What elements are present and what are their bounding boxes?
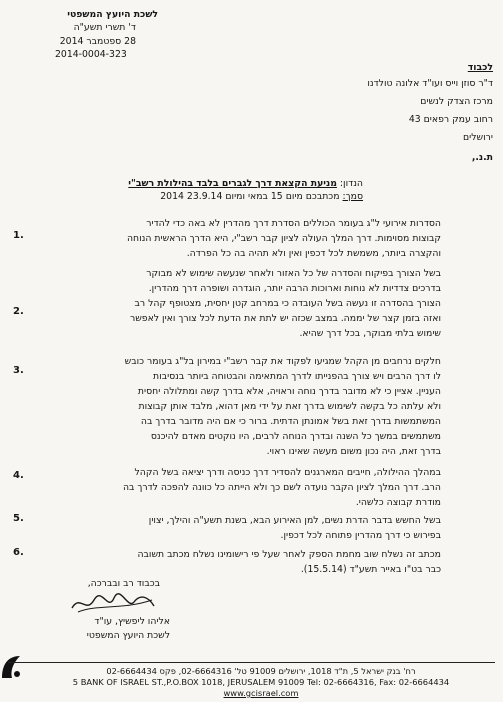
paragraph-3-number: 3. bbox=[13, 365, 24, 376]
paragraph-4 bbox=[61, 465, 441, 510]
signer-name: אליהו ליפשיץ, עו"ד bbox=[94, 616, 170, 627]
paragraph-line: במהלך ההילולה, חייבים המארגנים להסדיר דרך כניסה ודרך יציאה בשל הקהל bbox=[134, 467, 441, 478]
paragraph-line: משתמשים במשך כל השנה ובדרך הנוחה לרבים, היו נוקטים מאדם להיכנס bbox=[150, 431, 441, 442]
paragraph-line: והקצרה ביותר, משמשת לכל דכפין ואין ולא תהיה בה כל הפרדה. bbox=[186, 248, 441, 259]
recipient-city: ירושלים bbox=[463, 132, 493, 143]
to-label: לכבוד bbox=[467, 62, 493, 73]
subject-label: הנדון: bbox=[339, 178, 363, 189]
paragraph-6 bbox=[61, 547, 441, 577]
paragraph-line: העניין. אציין כי לא מדובר בדרך נוחה וראויה, אלא בדרך קשה ומתלולה יחסית bbox=[137, 386, 441, 397]
subject-title: מניעת הקצאת דרך לגברים בלבד בהילולת רשב"י bbox=[128, 178, 337, 189]
paragraph-1 bbox=[61, 216, 441, 261]
footer-hebrew-address: רח' בנק ישראל 5, ת"ד 1018, ירושלים 91009 טל' 02-6664316, פקס 02-6664434 bbox=[106, 666, 416, 676]
handwritten-signature bbox=[68, 590, 158, 616]
paragraph-line: הסדרות אירועי ל"ג בעומר הכוללים הסדרת דרך מהדרין לא באה כדי להדיר bbox=[146, 218, 441, 229]
paragraph-line: חלקים נרחבים מן הקהל שמגיעו לפקוד את קבר רשב"י במירון בל"ג בעומר כובש bbox=[124, 356, 441, 367]
paragraph-2-number: 2. bbox=[13, 306, 24, 317]
greeting: ת.נ., bbox=[471, 152, 493, 163]
paragraph-5-number: 5. bbox=[13, 513, 24, 524]
paragraph-2 bbox=[61, 266, 441, 341]
paragraph-4-number: 4. bbox=[13, 470, 24, 481]
paragraph-line: בדרכים צדדיות לא נוחות וארוכות הרבה יותר, הוגדרה ושופרה דרך מהדרין. bbox=[148, 283, 441, 294]
paragraph-6-number: 6. bbox=[13, 547, 24, 558]
paragraph-line: בדרך זאת, היה נכון משום מעשה שאינו ראוי. bbox=[266, 446, 441, 457]
reference-text: מכתבכם מיום 15 במאי ומיום 23.9.14 2014 bbox=[160, 191, 340, 202]
paragraph-line: בשל הצורך בפיקוח והסדרה של כל האזור ולאחר שנעשה שימוש לא מבוקר bbox=[146, 268, 441, 279]
paragraph-3 bbox=[61, 354, 441, 459]
signer-office: לשכת היועץ המשפטי bbox=[86, 630, 170, 641]
reference-number: 2014-0004-323 bbox=[55, 49, 127, 60]
gov-logo-icon bbox=[0, 652, 22, 682]
paragraph-line: מודרת קבוצה כלשהי. bbox=[355, 497, 441, 508]
paragraph-line: מכתב זה נשלח שוב מחמת הספק לאחר שעל פי רישומינו נשלח מכתב תשובה bbox=[137, 549, 441, 560]
footer-english-address: 5 BANK OF ISRAEL ST.,P.O.BOX 1018, JERUSALEM 91009 Tel: 02-6664316, Fax: 02-6664434 bbox=[72, 677, 450, 687]
closing-regards: בכבוד רב ובברכה, bbox=[87, 578, 160, 589]
footer-divider bbox=[8, 662, 495, 663]
reference-line bbox=[43, 191, 363, 202]
recipient-street: רחוב עמק רפאים 43 bbox=[408, 114, 493, 125]
paragraph-line: הצורך בהסדרה זו נעשה בשל העובדה כי במרחב קטן יחסית, מצטופף קהל רב bbox=[134, 298, 441, 309]
paragraph-line: הרב. דרך המלך לציון הקבר נועדה לשם כך ולא הייתה כל כוונה להפכה לדרך בה bbox=[122, 482, 441, 493]
paragraph-line: ולא עלתה כל בקשה לשימוש בדרך זאת על ידי מאן דהוא, מלבד אותן קבוצות bbox=[138, 401, 441, 412]
footer-website: www.gcisrael.com bbox=[223, 688, 299, 698]
paragraph-line: שימוש בלתי מבוקר, בכל דרך שהיא. bbox=[299, 328, 441, 339]
office-name: לשכת היועץ המשפטי bbox=[67, 9, 158, 20]
paragraph-line: לו דרך הרבים ויש צורך בהפנייתו לדרך המתאימה והבטוחה ביותר בנסיבות bbox=[153, 371, 441, 382]
paragraph-line: ואזה בזמן קצר של יממה. במצב שכזה יש לתת את הדעת לכל צורך ואין לאפשר bbox=[129, 313, 441, 324]
recipient-org: מרכז הצדק לנשים bbox=[420, 96, 493, 107]
paragraph-line: קבוצות מסוימות. דרך המלך העולה לציון קבר רשב"י, היא הדרך הראשית הנוחה bbox=[126, 233, 441, 244]
paragraph-line: המשתמשות בדרך זאת בשל אמונתן הדתית. ברור כי אם היה מדובר בדרך בה bbox=[140, 416, 441, 427]
hebrew-date: ד' תשרי תשע"ה bbox=[73, 22, 136, 33]
recipient-names: ד"ר סוזן וייס ועו"ד אלונה טולדנו bbox=[367, 78, 493, 89]
paragraph-line: בשל החשש בדבר הדרת נשים, למן האירוע הבא, בשנת תשע"ה והילך, יצוין bbox=[148, 515, 441, 526]
subject-line bbox=[43, 178, 363, 189]
paragraph-1-number: 1. bbox=[13, 230, 24, 241]
paragraph-line: בפירוש כי דרך מהדרין פתוחה לכל דכפין. bbox=[280, 530, 441, 541]
reference-label: סמך: bbox=[342, 191, 363, 202]
paragraph-5 bbox=[61, 513, 441, 543]
gregorian-date: 28 ספטמבר 2014 bbox=[59, 36, 136, 47]
paragraph-line: כבר בט"ו באייר תשע"ד (15.5.14). bbox=[300, 564, 441, 575]
